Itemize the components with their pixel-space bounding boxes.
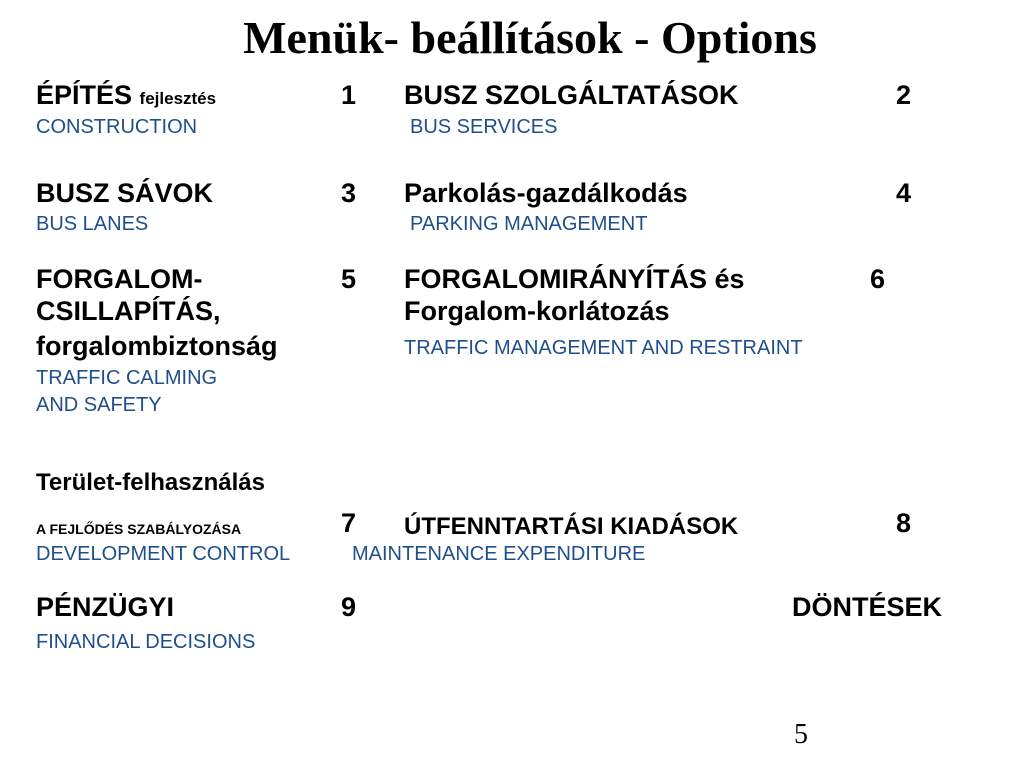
item-9-en-label[interactable]: FINANCIAL DECISIONS: [36, 631, 256, 653]
item-1-hu-sub: fejlesztés: [139, 89, 217, 108]
page-title: Menük- beállítások - Options: [243, 12, 817, 63]
item-2-number: 2: [896, 80, 912, 110]
item-5-hu-line-2[interactable]: CSILLAPÍTÁS,: [36, 296, 221, 326]
item-6-hu-line-1[interactable]: FORGALOMIRÁNYÍTÁS és: [404, 264, 745, 294]
item-1-hu-main: ÉPÍTÉS: [36, 80, 133, 110]
item-6-en-label[interactable]: TRAFFIC MANAGEMENT AND RESTRAINT: [404, 337, 803, 359]
item-9-hu-right[interactable]: DÖNTÉSEK: [792, 592, 943, 622]
item-2-hu-label[interactable]: BUSZ SZOLGÁLTATÁSOK: [404, 80, 739, 110]
item-5-en-line-2[interactable]: AND SAFETY: [36, 394, 162, 416]
item-3-number: 3: [341, 178, 357, 208]
page-number: 5: [794, 719, 808, 750]
item-4-hu-label[interactable]: Parkolás-gazdálkodás: [404, 178, 688, 208]
item-3-en-label[interactable]: BUS LANES: [36, 213, 149, 235]
item-2-en-label[interactable]: BUS SERVICES: [410, 116, 558, 138]
item-7-hu-line-1[interactable]: Terület-felhasználás: [36, 469, 265, 496]
item-1-number: 1: [341, 80, 357, 110]
item-7-hu-line-2[interactable]: A FEJLŐDÉS SZABÁLYOZÁSA: [36, 521, 242, 537]
item-5-hu-line-3[interactable]: forgalombiztonság: [36, 331, 278, 361]
item-6-number: 6: [870, 264, 886, 294]
item-9-number: 9: [341, 592, 357, 622]
item-8-hu-label[interactable]: ÚTFENNTARTÁSI KIADÁSOK: [404, 513, 739, 540]
item-8-number: 8: [896, 508, 912, 538]
item-5-number: 5: [341, 264, 357, 294]
item-4-en-label[interactable]: PARKING MANAGEMENT: [410, 213, 648, 235]
item-8-en-label[interactable]: MAINTENANCE EXPENDITURE: [352, 543, 646, 565]
item-3-hu-label[interactable]: BUSZ SÁVOK: [36, 178, 214, 208]
item-5-hu-line-1[interactable]: FORGALOM-: [36, 264, 203, 294]
item-5-en-line-1[interactable]: TRAFFIC CALMING: [36, 367, 218, 389]
item-1-en-label[interactable]: CONSTRUCTION: [36, 116, 198, 138]
item-7-en-label[interactable]: DEVELOPMENT CONTROL: [36, 543, 291, 565]
item-6-hu-line-2[interactable]: Forgalom-korlátozás: [404, 296, 670, 326]
item-9-hu-label[interactable]: PÉNZÜGYI: [36, 592, 175, 622]
item-7-number: 7: [341, 508, 357, 538]
item-4-number: 4: [896, 178, 912, 208]
item-1-hu-label[interactable]: [36, 80, 216, 114]
